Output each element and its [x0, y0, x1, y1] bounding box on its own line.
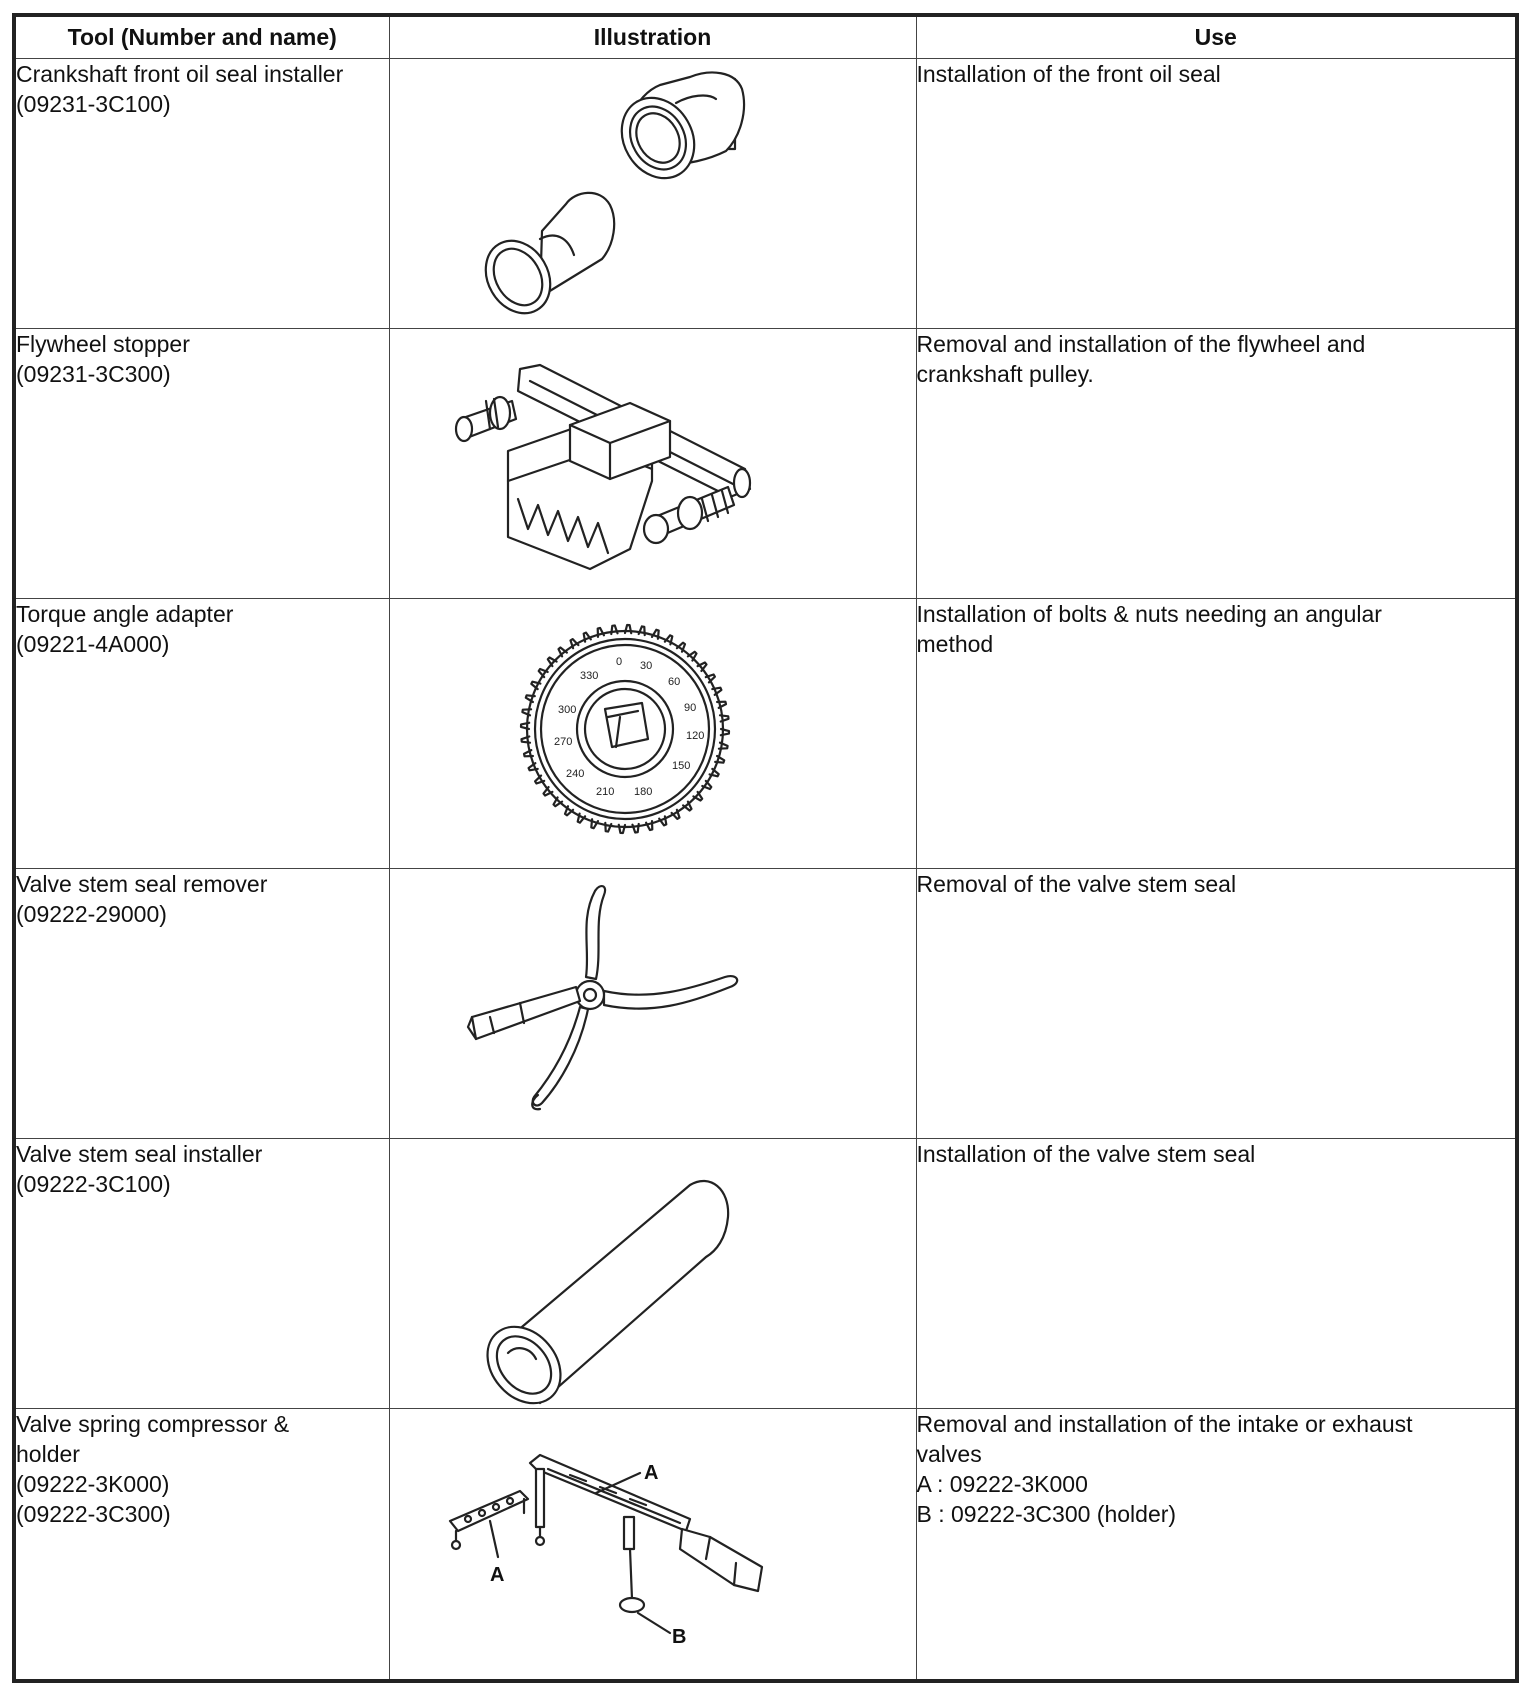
use-cell	[916, 59, 1517, 329]
svg-text:180: 180	[633, 786, 652, 798]
svg-text:330: 330	[579, 670, 598, 682]
use-cell	[916, 1139, 1517, 1409]
use-text: valves	[916, 1441, 982, 1467]
valve-spring-compressor-drawing-icon	[390, 1409, 917, 1679]
tool-name: Torque angle adapter	[16, 601, 234, 627]
use-text: Installation of bolts & nuts needing an angular	[916, 601, 1382, 627]
use-text: Removal of the valve stem seal	[916, 871, 1237, 897]
tool-number: (09231-3C300)	[16, 361, 171, 387]
tool-number: (09222-29000)	[16, 901, 167, 927]
svg-text:210: 210	[595, 786, 614, 798]
illustration-cell	[389, 1139, 916, 1409]
table-row	[14, 1409, 1517, 1682]
valve-stem-seal-installer-drawing-icon	[390, 1139, 917, 1408]
svg-text:240: 240	[565, 768, 584, 780]
use-cell	[916, 329, 1517, 599]
svg-text:30: 30	[639, 660, 652, 672]
use-cell	[916, 1409, 1517, 1682]
use-text: B : 09222-3C300 (holder)	[916, 1501, 1177, 1527]
table-header-row	[14, 15, 1517, 59]
tool-name: Valve spring compressor &	[16, 1411, 290, 1437]
tool-number: (09221-4A000)	[16, 631, 170, 657]
tool-cell	[14, 869, 389, 1139]
illustration-cell	[389, 59, 916, 329]
oil-seal-installer-drawing-icon	[390, 59, 917, 328]
tool-number: (09222-3K000)	[16, 1471, 170, 1497]
tool-number: (09222-3C100)	[16, 1171, 171, 1197]
use-text: Installation of the front oil seal	[916, 61, 1221, 87]
use-text: Removal and installation of the flywheel and	[916, 331, 1366, 357]
tool-cell	[14, 59, 389, 329]
svg-text:90: 90	[683, 702, 696, 714]
tool-cell	[14, 329, 389, 599]
table-row	[14, 869, 1517, 1139]
tool-number: (09222-3C300)	[16, 1501, 171, 1527]
flywheel-stopper-drawing-icon	[390, 329, 917, 598]
illustration-cell	[389, 869, 916, 1139]
svg-text:60: 60	[667, 676, 680, 688]
label-a-main: A	[643, 1462, 658, 1484]
label-a-small: A	[489, 1564, 504, 1586]
tool-name: holder	[16, 1441, 80, 1467]
tool-name: Crankshaft front oil seal installer	[16, 61, 344, 87]
svg-text:120: 120	[685, 730, 704, 742]
use-cell	[916, 869, 1517, 1139]
tool-cell	[14, 1409, 389, 1682]
label-b: B	[671, 1626, 686, 1648]
tool-cell	[14, 1139, 389, 1409]
header-illustration: Illustration	[389, 15, 916, 59]
illustration-cell	[389, 329, 916, 599]
table-row	[14, 599, 1517, 869]
valve-stem-seal-remover-drawing-icon	[390, 869, 917, 1138]
svg-text:300: 300	[557, 704, 576, 716]
tool-name: Valve stem seal remover	[16, 871, 268, 897]
use-text: Installation of the valve stem seal	[916, 1141, 1256, 1167]
use-text: A : 09222-3K000	[916, 1471, 1088, 1497]
torque-angle-adapter-drawing-icon	[390, 599, 917, 868]
tool-name: Flywheel stopper	[16, 331, 190, 357]
use-text: method	[916, 631, 994, 657]
tool-name: Valve stem seal installer	[16, 1141, 263, 1167]
use-cell	[916, 599, 1517, 869]
illustration-cell	[389, 599, 916, 869]
illustration-cell	[389, 1409, 916, 1682]
table-row	[14, 59, 1517, 329]
header-tool: Tool (Number and name)	[14, 15, 389, 59]
table-row	[14, 1139, 1517, 1409]
svg-text:270: 270	[553, 736, 572, 748]
tool-cell	[14, 599, 389, 869]
special-tools-sheet	[12, 13, 1515, 1671]
svg-text:150: 150	[671, 760, 690, 772]
special-tools-table	[12, 13, 1519, 1683]
use-text: crankshaft pulley.	[916, 361, 1094, 387]
use-text: Removal and installation of the intake or exhaust	[916, 1411, 1413, 1437]
tool-number: (09231-3C100)	[16, 91, 171, 117]
header-use: Use	[916, 15, 1517, 59]
svg-text:0: 0	[615, 656, 622, 668]
table-row	[14, 329, 1517, 599]
